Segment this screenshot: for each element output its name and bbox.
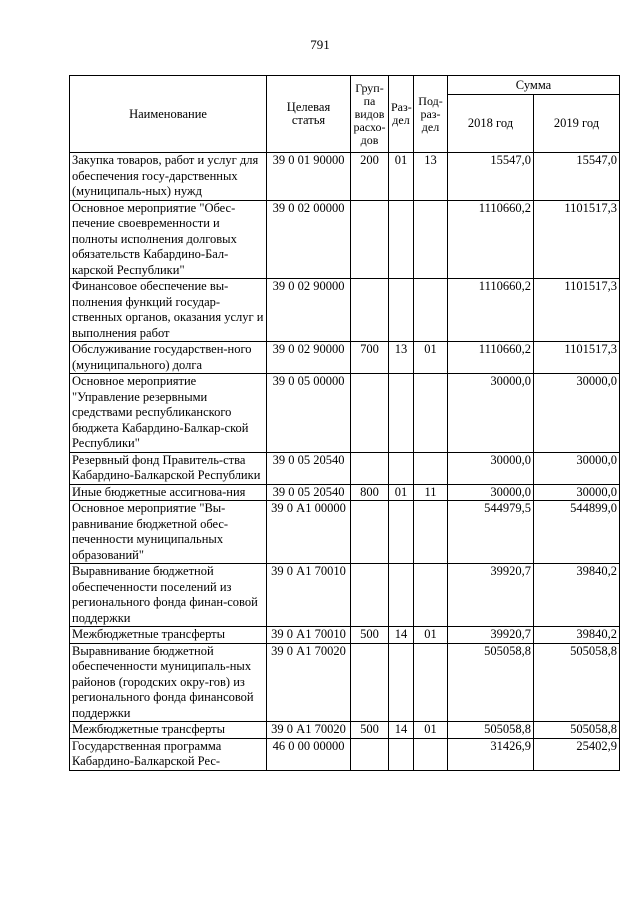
cell-name: Иные бюджетные ассигнова-ния [70, 484, 267, 501]
cell-group [351, 200, 389, 279]
cell-target: 46 0 00 00000 [267, 738, 351, 770]
cell-name: Выравнивание бюджетной обеспеченности поселений из регионального фонда финан-совой поддержки [70, 564, 267, 627]
cell-name: Основное мероприятие "Обес-печение своевременности и полноты исполнения долговых обязательств Кабардино-Бал-карской Республики" [70, 200, 267, 279]
cell-y2018: 544979,5 [448, 501, 534, 564]
table-row [70, 279, 620, 342]
cell-y2019: 505058,8 [534, 722, 620, 739]
cell-y2018: 505058,8 [448, 722, 534, 739]
table-row [70, 643, 620, 722]
cell-subsection [414, 374, 448, 453]
cell-target: 39 0 А1 70020 [267, 643, 351, 722]
cell-target: 39 0 А1 70010 [267, 564, 351, 627]
header-name: Наименование [70, 76, 267, 153]
cell-target: 39 0 02 00000 [267, 200, 351, 279]
cell-subsection [414, 564, 448, 627]
cell-y2019: 15547,0 [534, 153, 620, 201]
cell-name: Государственная программа Кабардино-Балкарской Рес- [70, 738, 267, 770]
table-row [70, 501, 620, 564]
cell-target: 39 0 05 20540 [267, 452, 351, 484]
cell-y2018: 39920,7 [448, 564, 534, 627]
cell-subsection [414, 738, 448, 770]
cell-subsection: 01 [414, 342, 448, 374]
cell-section: 14 [389, 627, 414, 644]
header-sum: Сумма [448, 76, 620, 95]
cell-section: 14 [389, 722, 414, 739]
table-row [70, 374, 620, 453]
cell-subsection [414, 643, 448, 722]
table-row [70, 738, 620, 770]
cell-y2019: 30000,0 [534, 484, 620, 501]
cell-subsection [414, 452, 448, 484]
cell-target: 39 0 05 20540 [267, 484, 351, 501]
cell-group: 200 [351, 153, 389, 201]
cell-y2019: 1101517,3 [534, 200, 620, 279]
cell-section: 13 [389, 342, 414, 374]
budget-table [69, 75, 620, 771]
cell-section [389, 738, 414, 770]
cell-subsection [414, 279, 448, 342]
cell-target: 39 0 01 90000 [267, 153, 351, 201]
cell-subsection: 01 [414, 627, 448, 644]
cell-y2019: 1101517,3 [534, 279, 620, 342]
cell-group: 700 [351, 342, 389, 374]
cell-name: Выравнивание бюджетной обеспеченности муниципаль-ных районов (городских окру-гов) из регионального фонда финансовой поддержки [70, 643, 267, 722]
cell-y2018: 30000,0 [448, 374, 534, 453]
header-year-2019: 2019 год [534, 95, 620, 153]
cell-section [389, 452, 414, 484]
cell-y2018: 1110660,2 [448, 279, 534, 342]
cell-section [389, 643, 414, 722]
cell-target: 39 0 А1 70020 [267, 722, 351, 739]
cell-section: 01 [389, 484, 414, 501]
cell-section: 01 [389, 153, 414, 201]
cell-subsection: 11 [414, 484, 448, 501]
header-subsection: Под-раз-дел [414, 76, 448, 153]
page-number: 791 [310, 37, 330, 52]
cell-target: 39 0 05 00000 [267, 374, 351, 453]
table-row [70, 627, 620, 644]
table-row [70, 452, 620, 484]
cell-target: 39 0 02 90000 [267, 279, 351, 342]
cell-group [351, 501, 389, 564]
cell-y2018: 31426,9 [448, 738, 534, 770]
cell-y2019: 25402,9 [534, 738, 620, 770]
header-target: Целевая статья [267, 76, 351, 153]
cell-y2018: 30000,0 [448, 484, 534, 501]
cell-name: Закупка товаров, работ и услуг для обеспечения госу-дарственных (муниципаль-ных) нужд [70, 153, 267, 201]
header-group: Груп-па видов расхо-дов [351, 76, 389, 153]
cell-group [351, 374, 389, 453]
cell-y2019: 39840,2 [534, 627, 620, 644]
cell-subsection: 13 [414, 153, 448, 201]
cell-y2018: 15547,0 [448, 153, 534, 201]
cell-y2019: 1101517,3 [534, 342, 620, 374]
cell-name: Межбюджетные трансферты [70, 627, 267, 644]
cell-name: Финансовое обеспечение вы-полнения функций государ-ственных органов, оказания услуг и выполнения работ [70, 279, 267, 342]
cell-name: Обслуживание государствен-ного (муниципального) долга [70, 342, 267, 374]
cell-group [351, 643, 389, 722]
cell-y2019: 505058,8 [534, 643, 620, 722]
cell-section [389, 501, 414, 564]
cell-section [389, 374, 414, 453]
cell-y2018: 1110660,2 [448, 342, 534, 374]
table-row [70, 484, 620, 501]
cell-y2019: 30000,0 [534, 452, 620, 484]
cell-target: 39 0 А1 00000 [267, 501, 351, 564]
cell-subsection: 01 [414, 722, 448, 739]
cell-subsection [414, 501, 448, 564]
cell-section [389, 200, 414, 279]
cell-subsection [414, 200, 448, 279]
cell-y2019: 30000,0 [534, 374, 620, 453]
cell-y2018: 505058,8 [448, 643, 534, 722]
cell-group: 500 [351, 722, 389, 739]
cell-group [351, 279, 389, 342]
cell-section [389, 279, 414, 342]
cell-group [351, 452, 389, 484]
cell-group [351, 738, 389, 770]
cell-name: Резервный фонд Правитель-ства Кабардино-Балкарской Республики [70, 452, 267, 484]
header-year-2018: 2018 год [448, 95, 534, 153]
cell-name: Основное мероприятие "Управление резервными средствами республиканского бюджета Кабардино-Балкар-ской Республики" [70, 374, 267, 453]
cell-y2018: 30000,0 [448, 452, 534, 484]
cell-group: 800 [351, 484, 389, 501]
cell-target: 39 0 А1 70010 [267, 627, 351, 644]
table-row [70, 153, 620, 201]
table-row [70, 200, 620, 279]
cell-name: Основное мероприятие "Вы-равнивание бюджетной обес-печенности муниципальных образований" [70, 501, 267, 564]
table-row [70, 564, 620, 627]
cell-group [351, 564, 389, 627]
cell-name: Межбюджетные трансферты [70, 722, 267, 739]
header-section: Раз-дел [389, 76, 414, 153]
cell-group: 500 [351, 627, 389, 644]
cell-y2018: 39920,7 [448, 627, 534, 644]
cell-section [389, 564, 414, 627]
table-row [70, 342, 620, 374]
cell-y2019: 544899,0 [534, 501, 620, 564]
cell-y2019: 39840,2 [534, 564, 620, 627]
cell-y2018: 1110660,2 [448, 200, 534, 279]
cell-target: 39 0 02 90000 [267, 342, 351, 374]
table-row [70, 722, 620, 739]
